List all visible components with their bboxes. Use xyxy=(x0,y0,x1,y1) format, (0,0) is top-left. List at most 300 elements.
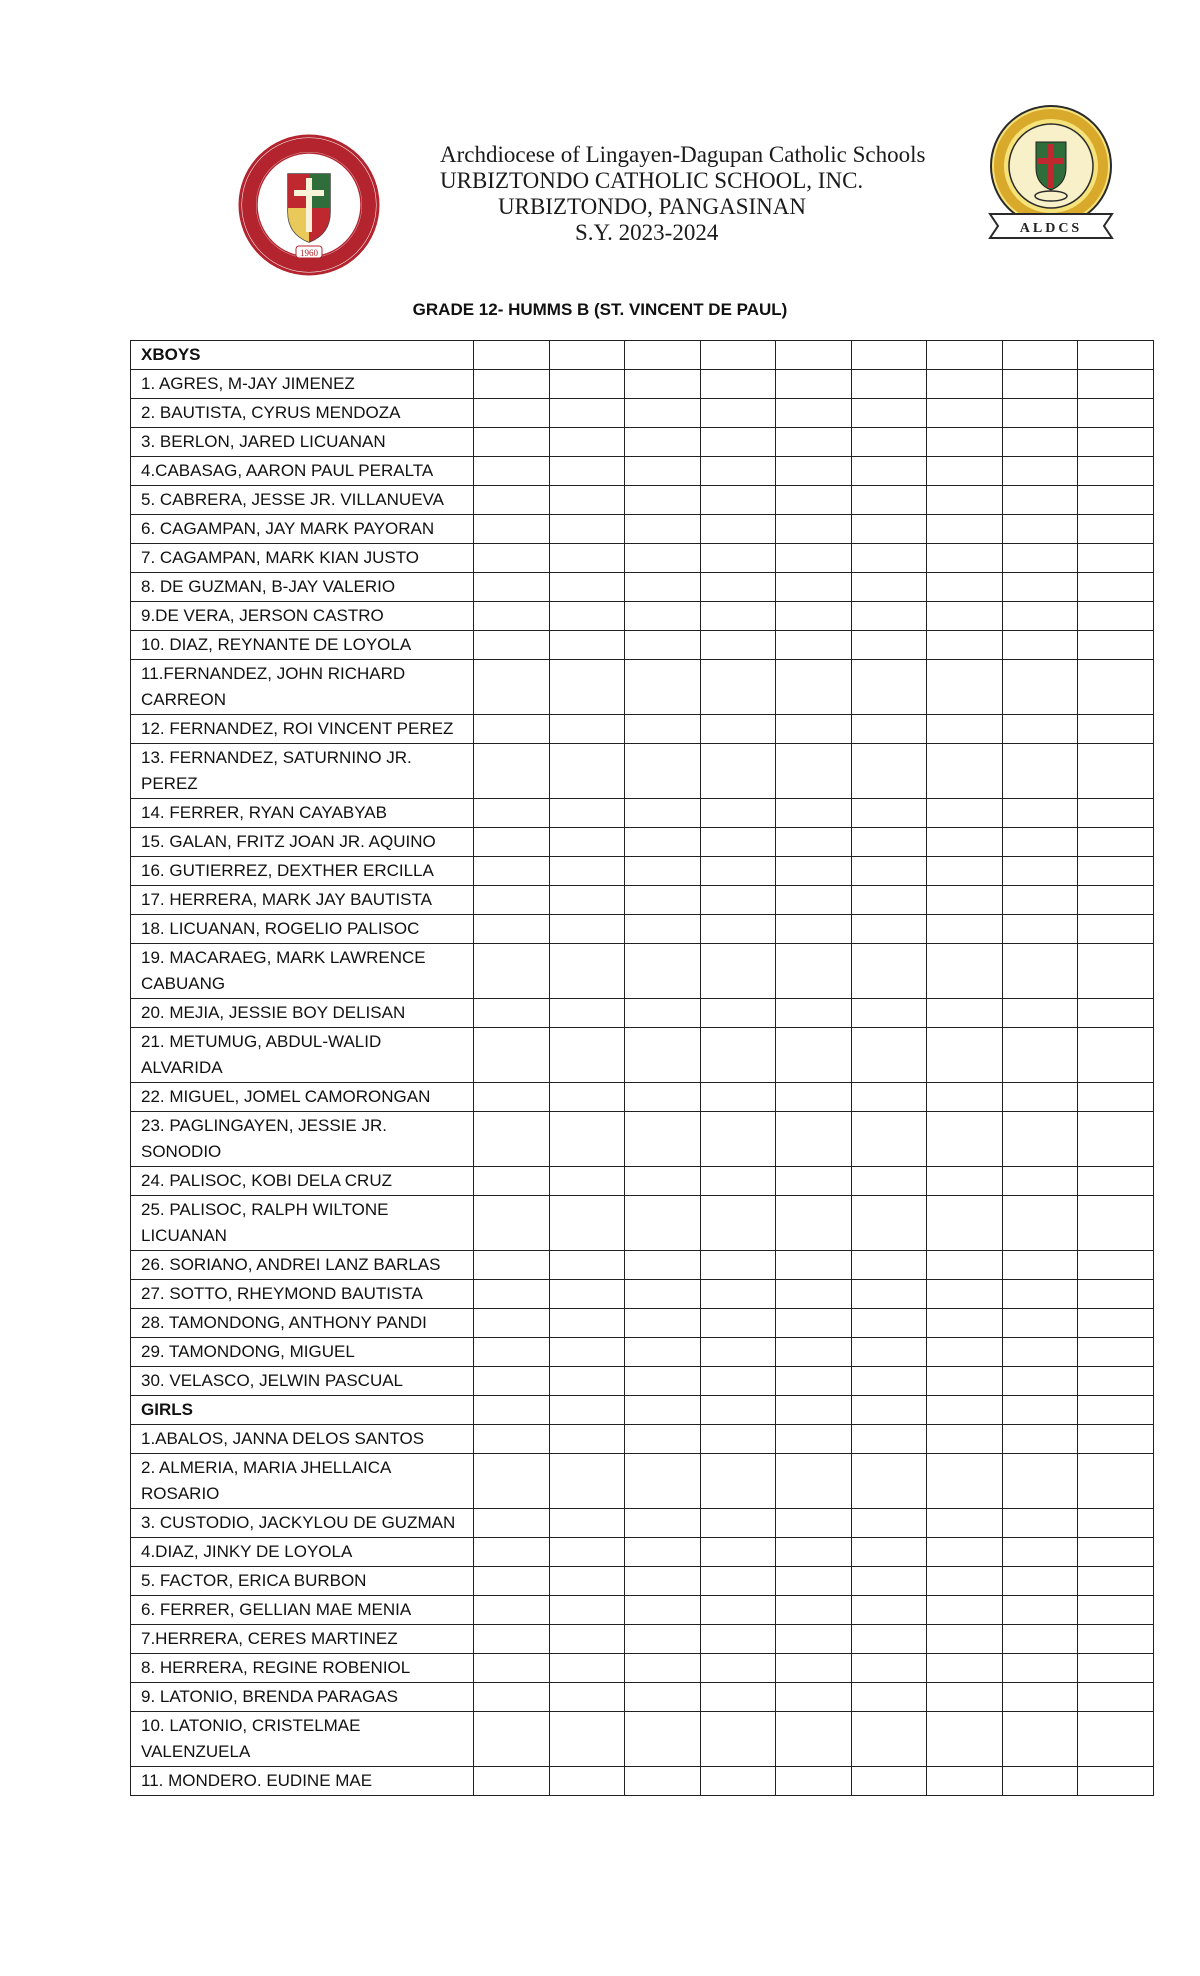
school-name-line: URBIZTONDO CATHOLIC SCHOOL, INC. xyxy=(440,168,864,193)
student-name-cell: 8. HERRERA, REGINE ROBENIOL xyxy=(131,1654,474,1683)
blank-grid-cell xyxy=(625,1712,701,1767)
blank-grid-cell xyxy=(474,544,550,573)
blank-grid-cell xyxy=(625,1767,701,1796)
table-row xyxy=(131,486,1154,515)
student-name-cell: 4.DIAZ, JINKY DE LOYOLA xyxy=(131,1538,474,1567)
blank-grid-cell xyxy=(474,1767,550,1796)
blank-grid-cell xyxy=(474,1425,550,1454)
blank-grid-cell xyxy=(549,799,625,828)
blank-grid-cell xyxy=(1078,799,1154,828)
blank-grid-cell xyxy=(927,1280,1003,1309)
boys-header-row xyxy=(131,341,1154,370)
blank-grid-cell xyxy=(776,799,852,828)
blank-grid-cell xyxy=(1078,1654,1154,1683)
blank-grid-cell xyxy=(1002,1028,1078,1083)
girls-header-row xyxy=(131,1396,1154,1425)
blank-grid-cell xyxy=(625,1509,701,1538)
blank-grid-cell xyxy=(625,999,701,1028)
blank-grid-cell xyxy=(625,1596,701,1625)
student-name-cell: 22. MIGUEL, JOMEL CAMORONGAN xyxy=(131,1083,474,1112)
blank-grid-cell xyxy=(625,828,701,857)
blank-grid-cell xyxy=(549,1251,625,1280)
blank-grid-cell xyxy=(549,1367,625,1396)
student-name-cell: 7.HERRERA, CERES MARTINEZ xyxy=(131,1625,474,1654)
blank-grid-cell xyxy=(1078,1454,1154,1509)
blank-grid-cell xyxy=(927,1454,1003,1509)
blank-grid-cell xyxy=(625,1654,701,1683)
blank-grid-cell xyxy=(927,999,1003,1028)
blank-grid-cell xyxy=(474,886,550,915)
student-name-cell: 25. PALISOC, RALPH WILTONE LICUANAN xyxy=(131,1196,474,1251)
table-row xyxy=(131,857,1154,886)
blank-grid-cell xyxy=(927,1767,1003,1796)
blank-grid-cell xyxy=(474,915,550,944)
blank-grid-cell xyxy=(1078,857,1154,886)
blank-grid-cell xyxy=(549,1625,625,1654)
blank-grid-cell xyxy=(549,1538,625,1567)
blank-grid-cell xyxy=(1078,715,1154,744)
blank-grid-cell xyxy=(700,660,776,715)
blank-grid-cell xyxy=(776,1112,852,1167)
blank-grid-cell xyxy=(625,602,701,631)
table-row xyxy=(131,1028,1154,1083)
table-row xyxy=(131,886,1154,915)
blank-grid-cell xyxy=(851,1425,927,1454)
student-name-cell: 21. METUMUG, ABDUL-WALID ALVARIDA xyxy=(131,1028,474,1083)
blank-grid-cell xyxy=(625,1028,701,1083)
blank-grid-cell xyxy=(1002,1654,1078,1683)
blank-grid-cell xyxy=(625,886,701,915)
student-name-cell: 11.FERNANDEZ, JOHN RICHARD CARREON xyxy=(131,660,474,715)
blank-grid-cell xyxy=(700,999,776,1028)
blank-grid-cell xyxy=(1078,915,1154,944)
blank-grid-cell xyxy=(549,602,625,631)
blank-grid-cell xyxy=(776,1683,852,1712)
blank-grid-cell xyxy=(549,1309,625,1338)
blank-grid-cell xyxy=(474,799,550,828)
blank-grid-cell xyxy=(1078,1112,1154,1167)
blank-grid-cell xyxy=(776,573,852,602)
table-row xyxy=(131,944,1154,999)
table-row xyxy=(131,715,1154,744)
blank-grid-cell xyxy=(927,799,1003,828)
blank-grid-cell xyxy=(549,999,625,1028)
table-row xyxy=(131,428,1154,457)
blank-grid-cell xyxy=(1002,1567,1078,1596)
blank-grid-cell xyxy=(927,1028,1003,1083)
blank-grid-cell xyxy=(549,1712,625,1767)
blank-grid-cell xyxy=(625,1396,701,1425)
blank-grid-cell xyxy=(851,715,927,744)
blank-grid-cell xyxy=(851,744,927,799)
blank-grid-cell xyxy=(700,857,776,886)
table-row xyxy=(131,1309,1154,1338)
blank-grid-cell xyxy=(927,631,1003,660)
blank-grid-cell xyxy=(776,1509,852,1538)
blank-grid-cell xyxy=(851,857,927,886)
blank-grid-cell xyxy=(1002,399,1078,428)
blank-grid-cell xyxy=(927,457,1003,486)
blank-grid-cell xyxy=(1078,1425,1154,1454)
blank-grid-cell xyxy=(700,1196,776,1251)
blank-grid-cell xyxy=(625,515,701,544)
blank-grid-cell xyxy=(851,428,927,457)
location-line: URBIZTONDO, PANGASINAN xyxy=(498,194,806,219)
blank-grid-cell xyxy=(776,602,852,631)
student-name-cell: 24. PALISOC, KOBI DELA CRUZ xyxy=(131,1167,474,1196)
blank-grid-cell xyxy=(776,428,852,457)
blank-grid-cell xyxy=(474,1280,550,1309)
blank-grid-cell xyxy=(1002,1280,1078,1309)
table-row xyxy=(131,544,1154,573)
blank-grid-cell xyxy=(1002,944,1078,999)
blank-grid-cell xyxy=(776,1654,852,1683)
blank-grid-cell xyxy=(700,1538,776,1567)
blank-grid-cell xyxy=(700,515,776,544)
table-row xyxy=(131,1112,1154,1167)
student-name-cell: 6. FERRER, GELLIAN MAE MENIA xyxy=(131,1596,474,1625)
blank-grid-cell xyxy=(700,457,776,486)
blank-grid-cell xyxy=(549,1338,625,1367)
blank-grid-cell xyxy=(851,660,927,715)
blank-grid-cell xyxy=(625,715,701,744)
blank-grid-cell xyxy=(625,1338,701,1367)
blank-grid-cell xyxy=(851,1112,927,1167)
blank-grid-cell xyxy=(1002,1196,1078,1251)
blank-grid-cell xyxy=(474,1251,550,1280)
blank-grid-cell xyxy=(474,1196,550,1251)
blank-grid-cell xyxy=(474,1167,550,1196)
blank-grid-cell xyxy=(851,828,927,857)
blank-grid-cell xyxy=(776,1083,852,1112)
blank-grid-cell xyxy=(549,915,625,944)
blank-grid-cell xyxy=(625,370,701,399)
blank-grid-cell xyxy=(1002,857,1078,886)
table-row xyxy=(131,999,1154,1028)
blank-grid-cell xyxy=(1002,631,1078,660)
blank-grid-cell xyxy=(700,1367,776,1396)
blank-grid-cell xyxy=(625,744,701,799)
blank-grid-cell xyxy=(1002,1367,1078,1396)
student-name-cell: 3. CUSTODIO, JACKYLOU DE GUZMAN xyxy=(131,1509,474,1538)
blank-grid-cell xyxy=(851,1767,927,1796)
blank-grid-cell xyxy=(549,631,625,660)
blank-grid-cell xyxy=(700,799,776,828)
blank-grid-cell xyxy=(1078,602,1154,631)
blank-grid-cell xyxy=(851,1596,927,1625)
blank-grid-cell xyxy=(700,1309,776,1338)
blank-grid-cell xyxy=(927,715,1003,744)
blank-grid-cell xyxy=(851,915,927,944)
blank-grid-cell xyxy=(851,1280,927,1309)
blank-grid-cell xyxy=(474,399,550,428)
table-row xyxy=(131,602,1154,631)
school-header-text xyxy=(440,142,960,246)
blank-grid-cell xyxy=(1002,799,1078,828)
blank-grid-cell xyxy=(1002,915,1078,944)
student-name-cell: 28. TAMONDONG, ANTHONY PANDI xyxy=(131,1309,474,1338)
student-name-cell: 26. SORIANO, ANDREI LANZ BARLAS xyxy=(131,1251,474,1280)
blank-grid-cell xyxy=(625,1280,701,1309)
table-row xyxy=(131,828,1154,857)
table-row xyxy=(131,370,1154,399)
blank-grid-cell xyxy=(474,1683,550,1712)
blank-grid-cell xyxy=(549,1683,625,1712)
student-name-cell: 9.DE VERA, JERSON CASTRO xyxy=(131,602,474,631)
student-name-cell: 13. FERNANDEZ, SATURNINO JR. PEREZ xyxy=(131,744,474,799)
blank-grid-cell xyxy=(474,602,550,631)
blank-grid-cell xyxy=(851,1367,927,1396)
seal-year: 1960 xyxy=(300,248,318,258)
student-name-cell: 19. MACARAEG, MARK LAWRENCE CABUANG xyxy=(131,944,474,999)
blank-grid-cell xyxy=(1078,573,1154,602)
blank-grid-cell xyxy=(776,515,852,544)
blank-grid-cell xyxy=(776,544,852,573)
student-name-cell: 4.CABASAG, AARON PAUL PERALTA xyxy=(131,457,474,486)
student-name-cell: 14. FERRER, RYAN CAYABYAB xyxy=(131,799,474,828)
blank-grid-cell xyxy=(776,915,852,944)
blank-grid-cell xyxy=(700,1280,776,1309)
blank-grid-cell xyxy=(776,1196,852,1251)
blank-grid-cell xyxy=(1002,428,1078,457)
blank-grid-cell xyxy=(851,399,927,428)
blank-grid-cell xyxy=(851,1625,927,1654)
blank-grid-cell xyxy=(1002,573,1078,602)
document-header xyxy=(0,0,1200,260)
table-row xyxy=(131,1567,1154,1596)
blank-grid-cell xyxy=(1002,1338,1078,1367)
blank-grid-cell xyxy=(700,1167,776,1196)
blank-grid-cell xyxy=(776,1280,852,1309)
blank-grid-cell xyxy=(927,1712,1003,1767)
blank-grid-cell xyxy=(1078,544,1154,573)
blank-grid-cell xyxy=(927,544,1003,573)
blank-grid-cell xyxy=(474,1712,550,1767)
blank-grid-cell xyxy=(549,744,625,799)
blank-grid-cell xyxy=(625,1367,701,1396)
student-name-cell: 23. PAGLINGAYEN, JESSIE JR. SONODIO xyxy=(131,1112,474,1167)
blank-grid-cell xyxy=(700,602,776,631)
blank-grid-cell xyxy=(776,715,852,744)
blank-grid-cell xyxy=(927,744,1003,799)
blank-grid-cell xyxy=(549,1425,625,1454)
blank-grid-cell xyxy=(776,1028,852,1083)
blank-grid-cell xyxy=(700,1509,776,1538)
blank-grid-cell xyxy=(549,544,625,573)
blank-grid-cell xyxy=(474,457,550,486)
table-row xyxy=(131,631,1154,660)
student-name-cell: 2. ALMERIA, MARIA JHELLAICA ROSARIO xyxy=(131,1454,474,1509)
blank-grid-cell xyxy=(474,573,550,602)
table-row xyxy=(131,1654,1154,1683)
blank-grid-cell xyxy=(851,1567,927,1596)
blank-grid-cell xyxy=(1078,486,1154,515)
blank-grid-cell xyxy=(851,1028,927,1083)
blank-grid-cell xyxy=(776,1167,852,1196)
blank-grid-cell xyxy=(1002,715,1078,744)
blank-grid-cell xyxy=(700,828,776,857)
blank-grid-cell xyxy=(927,1509,1003,1538)
blank-grid-cell xyxy=(1078,1083,1154,1112)
student-name-cell: 1.ABALOS, JANNA DELOS SANTOS xyxy=(131,1425,474,1454)
blank-grid-cell xyxy=(625,399,701,428)
table-row xyxy=(131,457,1154,486)
blank-grid-cell xyxy=(1078,1251,1154,1280)
blank-grid-cell xyxy=(1078,828,1154,857)
blank-grid-cell xyxy=(549,486,625,515)
blank-grid-cell xyxy=(700,1596,776,1625)
blank-grid-cell xyxy=(1078,1167,1154,1196)
blank-grid-cell xyxy=(474,1083,550,1112)
blank-grid-cell xyxy=(1002,1683,1078,1712)
blank-grid-cell xyxy=(549,1509,625,1538)
blank-grid-cell xyxy=(927,1654,1003,1683)
blank-grid-cell xyxy=(1078,1712,1154,1767)
table-row xyxy=(131,1196,1154,1251)
student-name-cell: 9. LATONIO, BRENDA PARAGAS xyxy=(131,1683,474,1712)
student-name-cell: 15. GALAN, FRITZ JOAN JR. AQUINO xyxy=(131,828,474,857)
blank-grid-cell xyxy=(700,631,776,660)
blank-grid-cell xyxy=(549,573,625,602)
blank-grid-cell xyxy=(1078,999,1154,1028)
blank-grid-cell xyxy=(927,515,1003,544)
table-row xyxy=(131,1767,1154,1796)
blank-grid-cell xyxy=(625,944,701,999)
blank-grid-cell xyxy=(474,1367,550,1396)
table-row xyxy=(131,1454,1154,1509)
blank-grid-cell xyxy=(549,1167,625,1196)
blank-grid-cell xyxy=(625,1112,701,1167)
student-name-cell: 8. DE GUZMAN, B-JAY VALERIO xyxy=(131,573,474,602)
roster-table xyxy=(130,340,1154,1796)
blank-grid-cell xyxy=(851,602,927,631)
blank-grid-cell xyxy=(700,341,776,370)
blank-grid-cell xyxy=(927,915,1003,944)
blank-grid-cell xyxy=(1002,1625,1078,1654)
blank-grid-cell xyxy=(1078,1767,1154,1796)
blank-grid-cell xyxy=(1002,1309,1078,1338)
blank-grid-cell xyxy=(776,660,852,715)
blank-grid-cell xyxy=(776,1425,852,1454)
blank-grid-cell xyxy=(549,1654,625,1683)
blank-grid-cell xyxy=(927,857,1003,886)
blank-grid-cell xyxy=(776,1712,852,1767)
blank-grid-cell xyxy=(927,828,1003,857)
blank-grid-cell xyxy=(851,486,927,515)
blank-grid-cell xyxy=(1002,1167,1078,1196)
blank-grid-cell xyxy=(700,1567,776,1596)
school-seal-logo xyxy=(238,134,380,276)
blank-grid-cell xyxy=(776,1251,852,1280)
blank-grid-cell xyxy=(1002,370,1078,399)
blank-grid-cell xyxy=(851,631,927,660)
blank-grid-cell xyxy=(776,1309,852,1338)
blank-grid-cell xyxy=(776,1767,852,1796)
blank-grid-cell xyxy=(776,1338,852,1367)
blank-grid-cell xyxy=(1078,1509,1154,1538)
blank-grid-cell xyxy=(625,341,701,370)
blank-grid-cell xyxy=(927,660,1003,715)
blank-grid-cell xyxy=(1078,1396,1154,1425)
blank-grid-cell xyxy=(927,428,1003,457)
blank-grid-cell xyxy=(776,631,852,660)
blank-grid-cell xyxy=(776,457,852,486)
blank-grid-cell xyxy=(851,1454,927,1509)
blank-grid-cell xyxy=(549,1196,625,1251)
student-name-cell: 1. AGRES, M-JAY JIMENEZ xyxy=(131,370,474,399)
table-row xyxy=(131,515,1154,544)
blank-grid-cell xyxy=(851,1251,927,1280)
student-name-cell: 5. CABRERA, JESSE JR. VILLANUEVA xyxy=(131,486,474,515)
blank-grid-cell xyxy=(776,370,852,399)
blank-grid-cell xyxy=(625,486,701,515)
blank-grid-cell xyxy=(1078,341,1154,370)
archdiocese-line: Archdiocese of Lingayen-Dagupan Catholic Schools xyxy=(440,142,926,167)
blank-grid-cell xyxy=(474,486,550,515)
table-row xyxy=(131,1251,1154,1280)
table-row xyxy=(131,1425,1154,1454)
blank-grid-cell xyxy=(776,341,852,370)
blank-grid-cell xyxy=(625,544,701,573)
blank-grid-cell xyxy=(474,370,550,399)
blank-grid-cell xyxy=(1002,744,1078,799)
blank-grid-cell xyxy=(1078,1367,1154,1396)
blank-grid-cell xyxy=(474,828,550,857)
student-name-cell: 5. FACTOR, ERICA BURBON xyxy=(131,1567,474,1596)
blank-grid-cell xyxy=(776,886,852,915)
blank-grid-cell xyxy=(851,1509,927,1538)
blank-grid-cell xyxy=(700,370,776,399)
blank-grid-cell xyxy=(474,341,550,370)
blank-grid-cell xyxy=(625,573,701,602)
blank-grid-cell xyxy=(700,1425,776,1454)
blank-grid-cell xyxy=(1002,999,1078,1028)
blank-grid-cell xyxy=(474,999,550,1028)
blank-grid-cell xyxy=(776,1596,852,1625)
blank-grid-cell xyxy=(549,660,625,715)
blank-grid-cell xyxy=(851,1167,927,1196)
blank-grid-cell xyxy=(549,1767,625,1796)
blank-grid-cell xyxy=(474,1112,550,1167)
page-title: GRADE 12- HUMMS B (ST. VINCENT DE PAUL) xyxy=(412,300,788,319)
blank-grid-cell xyxy=(474,1654,550,1683)
blank-grid-cell xyxy=(927,944,1003,999)
blank-grid-cell xyxy=(851,573,927,602)
blank-grid-cell xyxy=(474,1509,550,1538)
blank-grid-cell xyxy=(1002,1425,1078,1454)
blank-grid-cell xyxy=(474,1596,550,1625)
blank-grid-cell xyxy=(927,370,1003,399)
blank-grid-cell xyxy=(927,1083,1003,1112)
blank-grid-cell xyxy=(851,515,927,544)
blank-grid-cell xyxy=(1002,486,1078,515)
blank-grid-cell xyxy=(625,1167,701,1196)
student-name-cell: 10. DIAZ, REYNANTE DE LOYOLA xyxy=(131,631,474,660)
blank-grid-cell xyxy=(700,1083,776,1112)
table-row xyxy=(131,744,1154,799)
blank-grid-cell xyxy=(700,1112,776,1167)
blank-grid-cell xyxy=(625,457,701,486)
blank-grid-cell xyxy=(1078,1280,1154,1309)
blank-grid-cell xyxy=(549,428,625,457)
blank-grid-cell xyxy=(700,399,776,428)
blank-grid-cell xyxy=(776,744,852,799)
blank-grid-cell xyxy=(1078,370,1154,399)
blank-grid-cell xyxy=(776,1396,852,1425)
blank-grid-cell xyxy=(625,660,701,715)
student-name-cell: 27. SOTTO, RHEYMOND BAUTISTA xyxy=(131,1280,474,1309)
blank-grid-cell xyxy=(549,1596,625,1625)
